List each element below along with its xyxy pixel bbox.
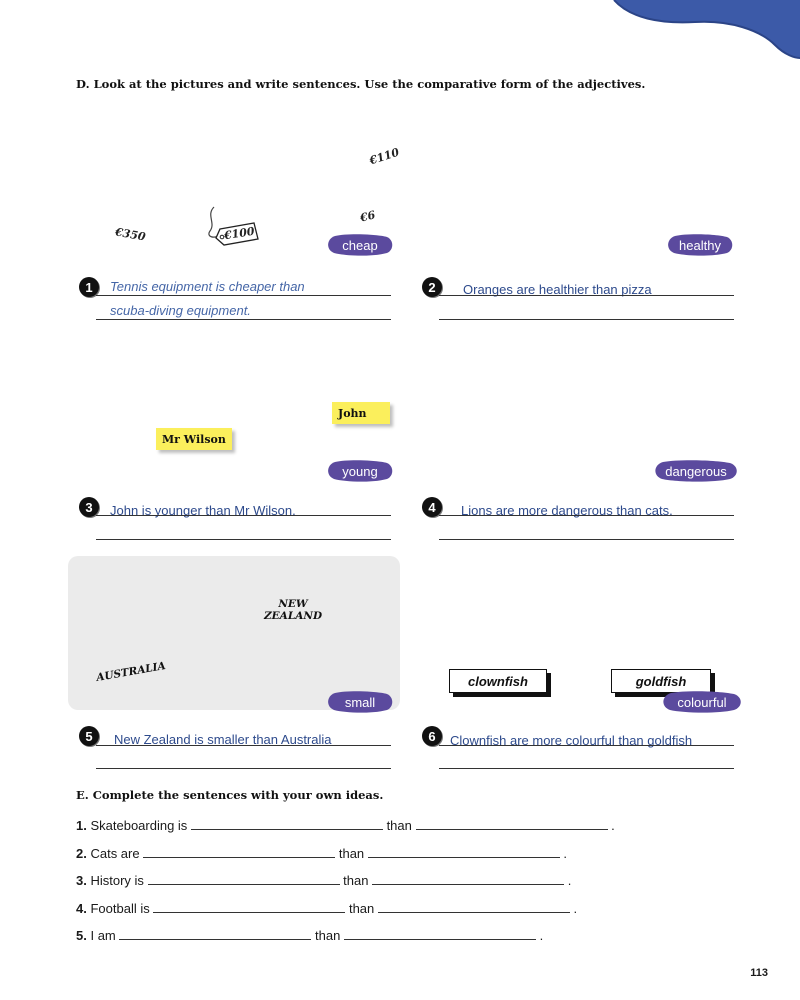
- item-number-3: 3: [79, 497, 99, 517]
- answer-5-line-1[interactable]: New Zealand is smaller than Australia: [114, 732, 332, 747]
- map-label-australia: AUSTRALIA: [95, 660, 167, 684]
- sentence-row-2: [76, 845, 567, 861]
- sentence-row-4: [76, 900, 577, 916]
- answer-2-underline-1: [439, 295, 734, 296]
- sentence-start: History is: [90, 873, 144, 888]
- sentence-end: .: [611, 818, 615, 833]
- sticky-note-john: John: [332, 402, 390, 424]
- price-label-350: €350: [114, 225, 147, 244]
- adjective-pill-colourful: colourful: [662, 691, 742, 713]
- price-label-110: €110: [367, 145, 401, 168]
- answer-3-underline-1: [96, 515, 391, 516]
- adjective-pill-healthy: healthy: [667, 234, 733, 256]
- answer-4-underline-2: [439, 539, 734, 540]
- sentence-end: .: [563, 846, 568, 861]
- answer-5-underline-1: [96, 745, 391, 746]
- corner-blob-decoration: [600, 0, 800, 60]
- answer-1-underline-1: [96, 295, 391, 296]
- answer-1-line-2[interactable]: scuba-diving equipment.: [110, 303, 251, 318]
- sentence-end: .: [539, 928, 544, 943]
- blank-field[interactable]: [143, 845, 335, 858]
- sentence-start: Cats are: [90, 846, 140, 861]
- answer-1-line-1[interactable]: Tennis equipment is cheaper than: [110, 279, 305, 294]
- blank-field[interactable]: [368, 845, 560, 858]
- answer-2-line-1[interactable]: Oranges are healthier than pizza: [463, 282, 652, 297]
- answer-4-underline-1: [439, 515, 734, 516]
- item-number-4: 4: [422, 497, 442, 517]
- adjective-pill-small: small: [327, 691, 393, 713]
- answer-6-line-1[interactable]: Clownfish are more colourful than goldfish: [450, 733, 693, 748]
- item-number-2: 2: [422, 277, 442, 297]
- sentence-connector: than: [343, 873, 369, 888]
- price-label-100: €100: [223, 224, 256, 243]
- sentence-number: 2.: [76, 846, 87, 861]
- blank-field[interactable]: [191, 817, 383, 830]
- sentence-start: Football is: [90, 901, 150, 916]
- answer-5-underline-2: [96, 768, 391, 769]
- blank-field[interactable]: [344, 927, 536, 940]
- sentence-end: .: [573, 901, 578, 916]
- blank-field[interactable]: [372, 872, 564, 885]
- answer-6-underline-2: [439, 768, 734, 769]
- page-number: 113: [750, 967, 768, 979]
- sentence-number: 3.: [76, 873, 87, 888]
- blank-field[interactable]: [153, 900, 345, 913]
- sentence-connector: than: [348, 901, 375, 916]
- price-tag: [202, 205, 262, 250]
- answer-3-underline-2: [96, 539, 391, 540]
- map-panel: [68, 556, 400, 710]
- fish-label-goldfish: goldfish: [611, 669, 711, 693]
- answer-4-line-1[interactable]: Lions are more dangerous than cats.: [461, 503, 673, 518]
- answer-2-underline-2: [439, 319, 734, 320]
- item-number-5: 5: [79, 726, 99, 746]
- sentence-connector: than: [338, 846, 365, 861]
- answer-1-underline-2: [96, 319, 391, 320]
- blank-field[interactable]: [148, 872, 340, 885]
- sentence-row-5: [76, 927, 543, 943]
- sentence-row-1: [76, 817, 615, 833]
- map-label-new-zealand-line-1: NEW: [278, 598, 308, 610]
- sentence-connector: than: [386, 818, 412, 833]
- sentence-connector: than: [315, 928, 341, 943]
- map-label-new-zealand-line-2: ZEALAND: [264, 610, 323, 622]
- sentence-number: 4.: [76, 901, 87, 916]
- item-number-1: 1: [79, 277, 99, 297]
- adjective-pill-young: young: [327, 460, 393, 482]
- adjective-pill-dangerous: dangerous: [654, 460, 738, 482]
- sentence-end: .: [567, 873, 572, 888]
- sticky-note-mr-wilson: Mr Wilson: [156, 428, 232, 450]
- answer-6-underline-1: [439, 745, 734, 746]
- sentence-row-3: [76, 872, 571, 888]
- answer-3-line-1[interactable]: John is younger than Mr Wilson.: [110, 503, 296, 518]
- map-label-new-zealand: [264, 598, 322, 622]
- blank-field[interactable]: [416, 817, 608, 830]
- blank-field[interactable]: [378, 900, 570, 913]
- fish-label-clownfish: clownfish: [449, 669, 547, 693]
- sentence-number: 1.: [76, 818, 87, 833]
- sentence-start: I am: [90, 928, 116, 943]
- section-d-heading: D. Look at the pictures and write sentences. Use the comparative form of the adjectives.: [76, 77, 646, 91]
- section-e-heading: E. Complete the sentences with your own ideas.: [76, 788, 384, 802]
- blank-field[interactable]: [119, 927, 311, 940]
- sentence-number: 5.: [76, 928, 87, 943]
- price-label-6: €6: [358, 208, 377, 225]
- item-number-6: 6: [422, 726, 442, 746]
- sentence-start: Skateboarding is: [90, 818, 188, 833]
- adjective-pill-cheap: cheap: [327, 234, 393, 256]
